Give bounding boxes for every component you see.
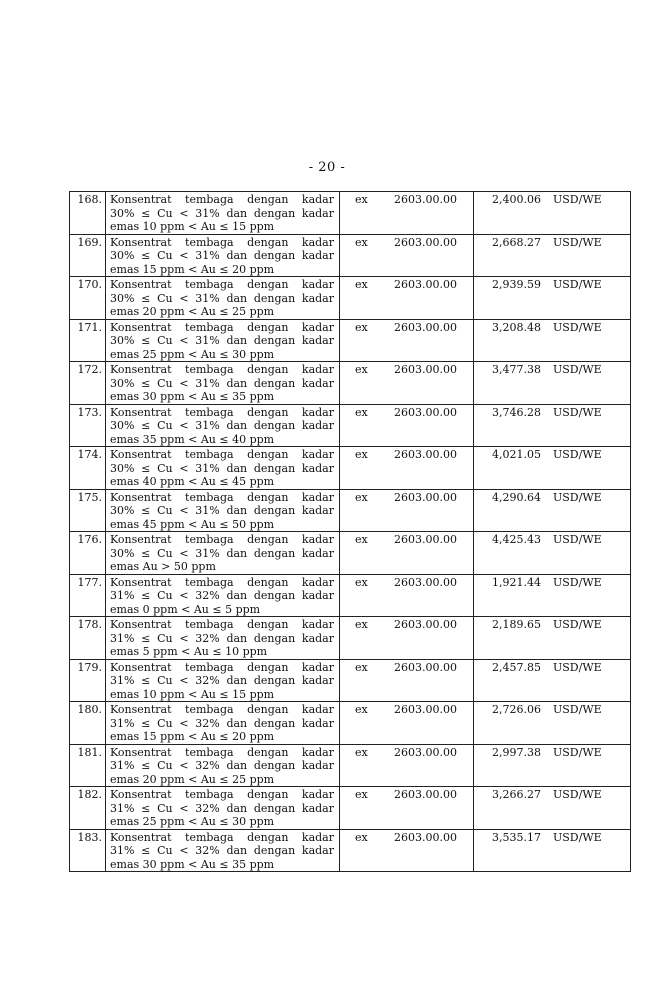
- export-price-amount: 2,997.38: [492, 745, 541, 759]
- description-line: Konsentrat tembaga dengan kadar: [110, 320, 334, 334]
- description-line: Konsentrat tembaga dengan kadar: [110, 830, 334, 844]
- table-row: [70, 362, 631, 405]
- table-row: [70, 787, 631, 830]
- row-number: 180.: [70, 702, 106, 745]
- description-line: emas Au > 50 ppm: [110, 560, 216, 573]
- ex-marker: ex: [355, 830, 368, 844]
- ex-marker: ex: [355, 533, 368, 546]
- hs-code: 2603.00.00: [394, 235, 457, 249]
- price-unit: USD/WE: [553, 448, 602, 461]
- export-price-cell: [474, 489, 631, 532]
- description-line: emas 20 ppm < Au ≤ 25 ppm: [110, 305, 275, 318]
- ex-marker: ex: [355, 448, 368, 461]
- price-unit: USD/WE: [553, 660, 602, 674]
- description-line: emas 25 ppm < Au ≤ 30 ppm: [110, 815, 275, 828]
- hs-code-cell: [340, 362, 474, 405]
- export-price-amount: 1,921.44: [492, 575, 541, 589]
- export-price-cell: [474, 234, 631, 277]
- row-number: 174.: [70, 447, 106, 490]
- export-price-cell: [474, 404, 631, 447]
- table-row: [70, 829, 631, 872]
- ex-marker: ex: [355, 490, 368, 504]
- hs-code-cell: [340, 234, 474, 277]
- description-line: Konsentrat tembaga dengan kadar: [110, 235, 334, 249]
- description-line: 30% ≤ Cu < 31% dan dengan kadar: [110, 206, 334, 220]
- export-price-cell: [474, 702, 631, 745]
- price-unit: USD/WE: [553, 405, 602, 419]
- row-number: 169.: [70, 234, 106, 277]
- table-body: [70, 192, 631, 872]
- hs-code: 2603.00.00: [394, 703, 457, 716]
- row-number: 173.: [70, 404, 106, 447]
- ex-marker: ex: [355, 363, 368, 376]
- hs-code-cell: [340, 447, 474, 490]
- export-price-amount: 3,535.17: [492, 830, 541, 844]
- price-unit: USD/WE: [553, 788, 602, 801]
- table-row: [70, 659, 631, 702]
- price-unit: USD/WE: [553, 235, 602, 249]
- hs-code-cell: [340, 192, 474, 235]
- hs-code: 2603.00.00: [394, 448, 457, 461]
- description-line: emas 45 ppm < Au ≤ 50 ppm: [110, 517, 275, 531]
- row-number: 176.: [70, 532, 106, 575]
- hs-code: 2603.00.00: [394, 363, 457, 376]
- ex-marker: ex: [355, 575, 368, 589]
- hs-code: 2603.00.00: [394, 830, 457, 844]
- hs-code-cell: [340, 489, 474, 532]
- ex-marker: ex: [355, 235, 368, 249]
- hs-code-cell: [340, 404, 474, 447]
- commodity-description: [106, 744, 340, 787]
- description-line: 30% ≤ Cu < 31% dan dengan kadar: [110, 546, 334, 560]
- export-price-amount: 3,746.28: [492, 405, 541, 419]
- description-line: emas 0 ppm < Au ≤ 5 ppm: [110, 602, 261, 616]
- hs-code: 2603.00.00: [394, 575, 457, 589]
- description-line: Konsentrat tembaga dengan kadar: [110, 788, 334, 801]
- price-unit: USD/WE: [553, 533, 602, 546]
- table-row: [70, 404, 631, 447]
- table-row: [70, 234, 631, 277]
- commodity-description: [106, 404, 340, 447]
- row-number: 171.: [70, 319, 106, 362]
- description-line: Konsentrat tembaga dengan kadar: [110, 363, 334, 376]
- hs-code: 2603.00.00: [394, 490, 457, 504]
- price-unit: USD/WE: [553, 490, 602, 504]
- row-number: 179.: [70, 659, 106, 702]
- ex-marker: ex: [355, 278, 368, 291]
- ex-marker: ex: [355, 320, 368, 334]
- ex-marker: ex: [355, 618, 368, 631]
- description-line: emas 15 ppm < Au ≤ 20 ppm: [110, 262, 275, 276]
- description-line: 31% ≤ Cu < 32% dan dengan kadar: [110, 844, 334, 857]
- commodity-description: [106, 447, 340, 490]
- hs-code: 2603.00.00: [394, 745, 457, 759]
- hs-code-cell: [340, 532, 474, 575]
- description-line: 31% ≤ Cu < 32% dan dengan kadar: [110, 631, 334, 645]
- description-line: Konsentrat tembaga dengan kadar: [110, 745, 334, 759]
- commodity-description: [106, 489, 340, 532]
- export-price-cell: [474, 319, 631, 362]
- page-number: - 20 -: [308, 160, 346, 175]
- price-unit: USD/WE: [553, 745, 602, 759]
- export-price-amount: 2,189.65: [492, 618, 541, 631]
- export-price-cell: [474, 362, 631, 405]
- description-line: 30% ≤ Cu < 31% dan dengan kadar: [110, 249, 334, 262]
- ex-marker: ex: [355, 193, 368, 206]
- hs-code-cell: [340, 659, 474, 702]
- price-unit: USD/WE: [553, 320, 602, 334]
- ex-marker: ex: [355, 660, 368, 674]
- export-price-cell: [474, 532, 631, 575]
- price-unit: USD/WE: [553, 703, 602, 716]
- description-line: Konsentrat tembaga dengan kadar: [110, 575, 334, 589]
- description-line: Konsentrat tembaga dengan kadar: [110, 490, 334, 504]
- row-number: 181.: [70, 744, 106, 787]
- table-row: [70, 319, 631, 362]
- export-price-amount: 2,457.85: [492, 660, 541, 674]
- export-price-amount: 2,400.06: [492, 193, 541, 206]
- export-price-cell: [474, 192, 631, 235]
- row-number: 172.: [70, 362, 106, 405]
- hs-code: 2603.00.00: [394, 660, 457, 674]
- commodity-description: [106, 532, 340, 575]
- export-price-cell: [474, 744, 631, 787]
- description-line: Konsentrat tembaga dengan kadar: [110, 703, 334, 716]
- hs-code-cell: [340, 617, 474, 660]
- export-price-amount: 4,425.43: [492, 533, 541, 546]
- row-number: 177.: [70, 574, 106, 617]
- description-line: 30% ≤ Cu < 31% dan dengan kadar: [110, 461, 334, 475]
- hs-code: 2603.00.00: [394, 193, 457, 206]
- export-price-cell: [474, 829, 631, 872]
- row-number: 170.: [70, 277, 106, 320]
- table-row: [70, 744, 631, 787]
- commodity-description: [106, 829, 340, 872]
- price-unit: USD/WE: [553, 618, 602, 631]
- price-unit: USD/WE: [553, 193, 602, 206]
- description-line: Konsentrat tembaga dengan kadar: [110, 533, 334, 546]
- commodity-description: [106, 234, 340, 277]
- row-number: 182.: [70, 787, 106, 830]
- export-price-amount: 3,266.27: [492, 788, 541, 801]
- description-line: emas 15 ppm < Au ≤ 20 ppm: [110, 730, 275, 743]
- description-line: Konsentrat tembaga dengan kadar: [110, 405, 334, 419]
- row-number: 178.: [70, 617, 106, 660]
- export-price-cell: [474, 574, 631, 617]
- hs-code-cell: [340, 744, 474, 787]
- export-price-amount: 4,021.05: [492, 448, 541, 461]
- description-line: emas 10 ppm < Au ≤ 15 ppm: [110, 687, 275, 701]
- row-number: 168.: [70, 192, 106, 235]
- description-line: 31% ≤ Cu < 32% dan dengan kadar: [110, 716, 334, 730]
- export-price-table: [69, 191, 631, 872]
- table-row: [70, 489, 631, 532]
- description-line: 30% ≤ Cu < 31% dan dengan kadar: [110, 291, 334, 305]
- export-price-cell: [474, 659, 631, 702]
- description-line: emas 30 ppm < Au ≤ 35 ppm: [110, 390, 275, 403]
- description-line: emas 40 ppm < Au ≤ 45 ppm: [110, 475, 275, 488]
- description-line: 31% ≤ Cu < 32% dan dengan kadar: [110, 589, 334, 602]
- commodity-description: [106, 362, 340, 405]
- hs-code: 2603.00.00: [394, 320, 457, 334]
- commodity-description: [106, 192, 340, 235]
- commodity-description: [106, 659, 340, 702]
- description-line: Konsentrat tembaga dengan kadar: [110, 660, 334, 674]
- table-row: [70, 702, 631, 745]
- commodity-description: [106, 319, 340, 362]
- price-unit: USD/WE: [553, 278, 602, 291]
- export-price-cell: [474, 617, 631, 660]
- hs-code-cell: [340, 277, 474, 320]
- description-line: Konsentrat tembaga dengan kadar: [110, 193, 334, 206]
- export-price-cell: [474, 787, 631, 830]
- table-row: [70, 192, 631, 235]
- description-line: Konsentrat tembaga dengan kadar: [110, 278, 334, 291]
- row-number: 175.: [70, 489, 106, 532]
- table-row: [70, 447, 631, 490]
- description-line: emas 10 ppm < Au ≤ 15 ppm: [110, 220, 275, 233]
- description-line: emas 30 ppm < Au ≤ 35 ppm: [110, 857, 275, 871]
- price-unit: USD/WE: [553, 830, 602, 844]
- hs-code: 2603.00.00: [394, 618, 457, 631]
- description-line: 30% ≤ Cu < 31% dan dengan kadar: [110, 334, 334, 347]
- description-line: Konsentrat tembaga dengan kadar: [110, 618, 334, 631]
- description-line: 30% ≤ Cu < 31% dan dengan kadar: [110, 419, 334, 432]
- commodity-description: [106, 702, 340, 745]
- export-price-amount: 2,939.59: [492, 278, 541, 291]
- ex-marker: ex: [355, 405, 368, 419]
- export-price-amount: 2,726.06: [492, 703, 541, 716]
- export-price-amount: 3,208.48: [492, 320, 541, 334]
- description-line: 30% ≤ Cu < 31% dan dengan kadar: [110, 376, 334, 390]
- ex-marker: ex: [355, 745, 368, 759]
- export-price-cell: [474, 447, 631, 490]
- description-line: 31% ≤ Cu < 32% dan dengan kadar: [110, 674, 334, 687]
- description-line: emas 35 ppm < Au ≤ 40 ppm: [110, 432, 275, 446]
- commodity-description: [106, 277, 340, 320]
- description-line: 30% ≤ Cu < 31% dan dengan kadar: [110, 504, 334, 517]
- hs-code-cell: [340, 829, 474, 872]
- table-row: [70, 532, 631, 575]
- table-row: [70, 617, 631, 660]
- ex-marker: ex: [355, 703, 368, 716]
- export-price-amount: 2,668.27: [492, 235, 541, 249]
- table-row: [70, 277, 631, 320]
- hs-code-cell: [340, 702, 474, 745]
- description-line: Konsentrat tembaga dengan kadar: [110, 448, 334, 461]
- commodity-description: [106, 617, 340, 660]
- table-row: [70, 574, 631, 617]
- price-unit: USD/WE: [553, 363, 602, 376]
- export-price-amount: 3,477.38: [492, 363, 541, 376]
- commodity-description: [106, 574, 340, 617]
- hs-code: 2603.00.00: [394, 788, 457, 801]
- hs-code: 2603.00.00: [394, 278, 457, 291]
- price-unit: USD/WE: [553, 575, 602, 589]
- export-price-amount: 4,290.64: [492, 490, 541, 504]
- description-line: emas 5 ppm < Au ≤ 10 ppm: [110, 645, 268, 658]
- row-number: 183.: [70, 829, 106, 872]
- description-line: 31% ≤ Cu < 32% dan dengan kadar: [110, 801, 334, 815]
- ex-marker: ex: [355, 788, 368, 801]
- hs-code-cell: [340, 574, 474, 617]
- hs-code: 2603.00.00: [394, 533, 457, 546]
- description-line: emas 20 ppm < Au ≤ 25 ppm: [110, 772, 275, 786]
- hs-code: 2603.00.00: [394, 405, 457, 419]
- description-line: 31% ≤ Cu < 32% dan dengan kadar: [110, 759, 334, 772]
- commodity-description: [106, 787, 340, 830]
- export-price-cell: [474, 277, 631, 320]
- hs-code-cell: [340, 319, 474, 362]
- hs-code-cell: [340, 787, 474, 830]
- description-line: emas 25 ppm < Au ≤ 30 ppm: [110, 347, 275, 361]
